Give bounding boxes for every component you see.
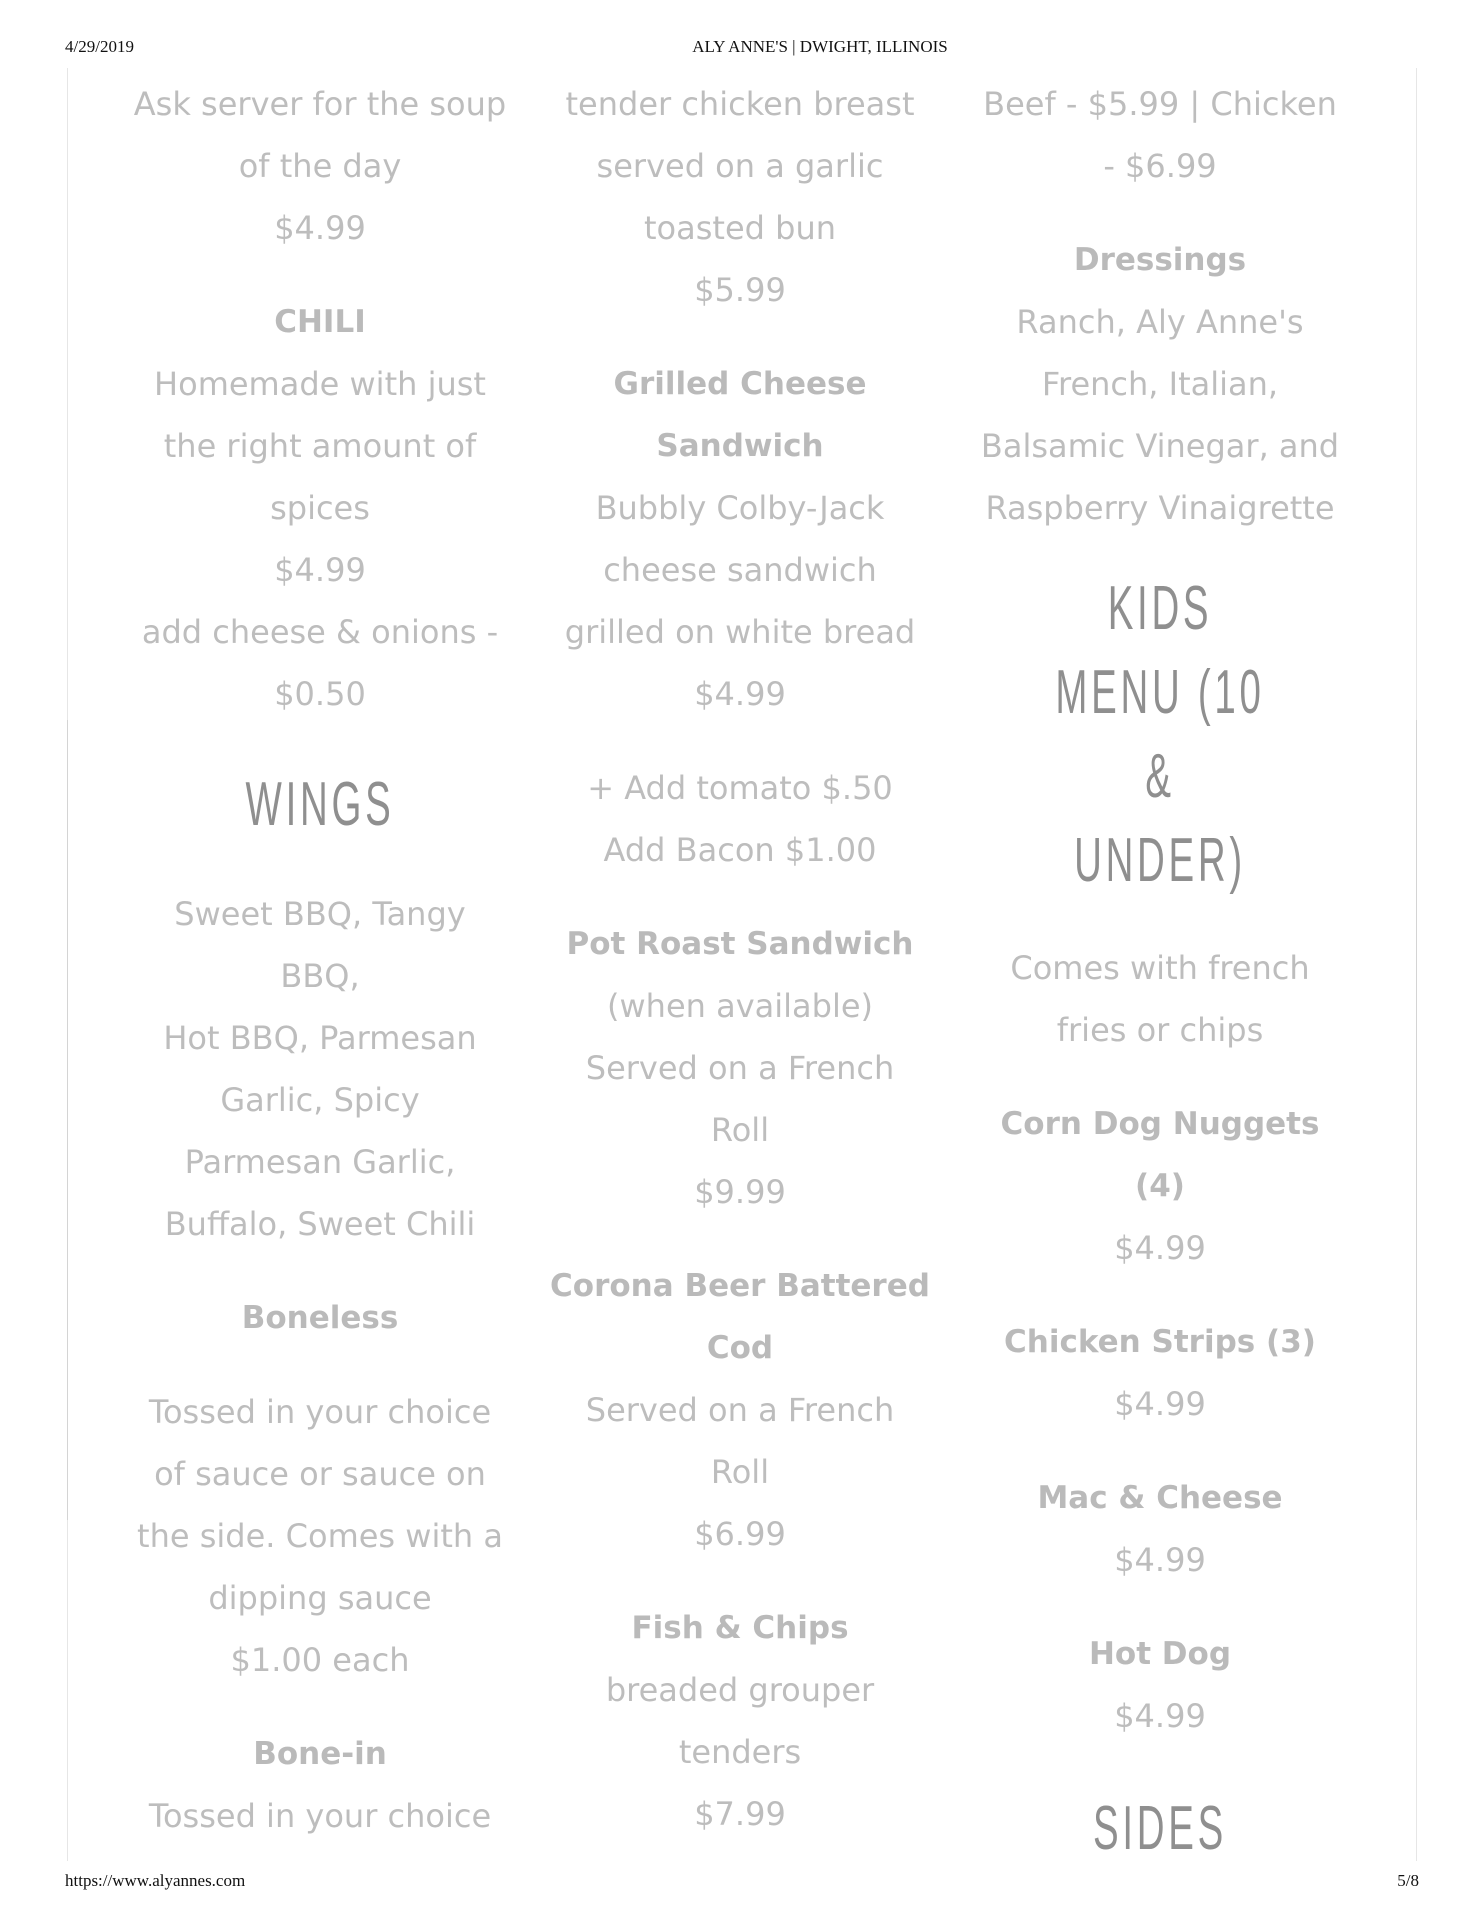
grilled-cheese-title: Grilled Cheese — [613, 366, 867, 402]
chili-addon-price: $0.50 — [274, 675, 366, 713]
kids-menu-description: Comes with french — [1010, 949, 1310, 987]
chicken-sandwich-description: tender chicken breast — [565, 85, 915, 123]
cod-description: Roll — [710, 1453, 770, 1491]
chili-description: the right amount of — [163, 427, 477, 465]
left-border-dark — [67, 720, 68, 1520]
grilled-cheese-description: Bubbly Colby-Jack — [595, 489, 885, 527]
print-date: 4/29/2019 — [65, 37, 134, 56]
dressings-title: Dressings — [1073, 242, 1247, 278]
cod-description: Served on a French — [585, 1391, 895, 1429]
wings-heading: WINGS — [245, 770, 395, 839]
boneless-description: dipping sauce — [208, 1579, 432, 1617]
grilled-cheese-description: grilled on white bread — [564, 613, 916, 651]
boneless-description: the side. Comes with a — [137, 1517, 503, 1555]
wing-sauces: Sweet BBQ, Tangy BBQ, — [174, 895, 466, 995]
salad-topping-prices: - $6.99 — [1103, 147, 1217, 185]
bonein-description: Tossed in your choice — [148, 1797, 492, 1835]
boneless-description: Tossed in your choice — [148, 1393, 492, 1431]
chili-price: $4.99 — [274, 551, 366, 589]
pot-roast-title: Pot Roast Sandwich — [566, 926, 914, 962]
dressings-list: Raspberry Vinaigrette — [985, 489, 1335, 527]
grilled-cheese-addon: + Add tomato $.50 — [587, 769, 893, 807]
fish-chips-title: Fish & Chips — [631, 1610, 849, 1646]
chili-description: Homemade with just — [154, 365, 486, 403]
menu-column-1 — [130, 73, 510, 1847]
dressings-list: French, Italian, — [1041, 365, 1279, 403]
kids-menu-heading: UNDER) — [1074, 826, 1246, 895]
cod-title: Cod — [706, 1330, 774, 1366]
fish-chips-price: $7.99 — [694, 1795, 786, 1833]
soup-description: Ask server for the soup — [133, 85, 507, 123]
page-number: 5/8 — [1397, 1871, 1419, 1890]
chicken-sandwich-price: $5.99 — [694, 271, 786, 309]
dressings-list: Balsamic Vinegar, and — [980, 427, 1340, 465]
kids-menu-description: fries or chips — [1056, 1011, 1264, 1049]
corn-dog-nuggets-title: Corn Dog Nuggets — [1000, 1106, 1320, 1142]
grilled-cheese-description: cheese sandwich — [603, 551, 877, 589]
mac-cheese-title: Mac & Cheese — [1037, 1480, 1283, 1516]
page-url: https://www.alyannes.com — [65, 1871, 246, 1890]
chili-addon: add cheese & onions - — [141, 613, 499, 651]
corn-dog-nuggets-title: (4) — [1135, 1168, 1185, 1204]
hot-dog-title: Hot Dog — [1088, 1636, 1232, 1672]
bonein-title: Bone-in — [253, 1736, 387, 1772]
hot-dog-price: $4.99 — [1114, 1697, 1206, 1735]
grilled-cheese-addon: Add Bacon $1.00 — [603, 831, 877, 869]
boneless-description: of sauce or sauce on — [154, 1455, 486, 1493]
mac-cheese-price: $4.99 — [1114, 1541, 1206, 1579]
chicken-sandwich-description: served on a garlic — [596, 147, 884, 185]
wing-sauces: Parmesan Garlic, — [184, 1143, 456, 1181]
pot-roast-description: Roll — [710, 1111, 770, 1149]
cod-price: $6.99 — [694, 1515, 786, 1553]
wing-sauces: Buffalo, Sweet Chili — [164, 1205, 476, 1243]
soup-price: $4.99 — [274, 209, 366, 247]
dressings-list: Ranch, Aly Anne's — [1016, 303, 1304, 341]
wing-sauces: Garlic, Spicy — [220, 1081, 420, 1119]
pot-roast-description: (when available) — [607, 987, 873, 1025]
menu-column-2 — [550, 73, 930, 1845]
kids-menu-heading: KIDS MENU (10 & — [1055, 574, 1265, 811]
grilled-cheese-price: $4.99 — [694, 675, 786, 713]
cod-title: Corona Beer Battered — [550, 1268, 930, 1304]
sides-heading: SIDES — [1093, 1794, 1227, 1863]
wing-sauces: Hot BBQ, Parmesan — [163, 1019, 477, 1057]
pot-roast-description: Served on a French — [585, 1049, 895, 1087]
chili-title: CHILI — [274, 304, 366, 340]
right-border-dark — [1416, 720, 1417, 1520]
grilled-cheese-title: Sandwich — [656, 428, 824, 464]
fish-chips-description: breaded grouper — [605, 1671, 875, 1709]
chicken-sandwich-description: toasted bun — [644, 209, 836, 247]
menu-column-3 — [970, 73, 1350, 1871]
page-title: ALY ANNE'S | DWIGHT, ILLINOIS — [692, 37, 948, 56]
salad-topping-prices: Beef - $5.99 | Chicken — [983, 85, 1337, 123]
soup-description: of the day — [238, 147, 402, 185]
chicken-strips-price: $4.99 — [1114, 1385, 1206, 1423]
pot-roast-price: $9.99 — [694, 1173, 786, 1211]
chili-description: spices — [270, 489, 370, 527]
boneless-title: Boneless — [241, 1300, 399, 1336]
chicken-strips-title: Chicken Strips (3) — [1004, 1324, 1316, 1360]
fish-chips-description: tenders — [678, 1733, 802, 1771]
boneless-price: $1.00 each — [230, 1641, 410, 1679]
corn-dog-nuggets-price: $4.99 — [1114, 1229, 1206, 1267]
